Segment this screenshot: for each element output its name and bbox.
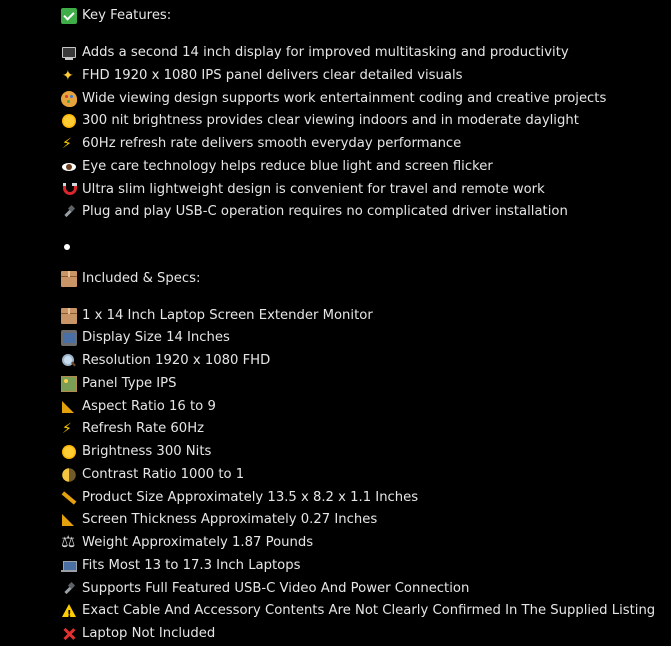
spec-item [61,488,418,508]
cross-mark-icon [61,626,77,642]
check-mark-icon [61,8,77,24]
spec-item-text: Aspect Ratio 16 to 9 [82,399,216,414]
feature-item-text: Eye care technology helps reduce blue light and screen flicker [82,159,493,174]
framed-picture-icon [61,376,77,392]
warning-icon [61,603,77,619]
sparkles-icon [61,68,77,84]
feature-item-text: 300 nit brightness provides clear viewing indoors and in moderate daylight [82,113,579,128]
spec-item [61,510,377,530]
spec-item-text: Display Size 14 Inches [82,330,230,345]
spec-item-text: Supports Full Featured USB-C Video And Power Connection [82,581,470,596]
magnifier-icon [61,353,77,369]
television-icon [61,330,77,346]
desktop-icon [61,45,77,61]
triangle-ruler-icon [61,399,77,415]
feature-item-text: Ultra slim lightweight design is convenient for travel and remote work [82,182,545,197]
palette-icon [61,91,77,107]
spec-item [61,306,373,326]
straight-ruler-icon [61,490,77,506]
spec-item [61,328,230,348]
spec-item [61,533,313,553]
magnet-icon [61,182,77,198]
feature-item [61,180,545,200]
plug-icon [61,581,77,597]
triangle-ruler-icon [61,512,77,528]
spec-item-text: Contrast Ratio 1000 to 1 [82,467,245,482]
lightning-icon [61,136,77,152]
sun-icon [63,446,74,457]
feature-item-text: FHD 1920 x 1080 IPS panel delivers clear detailed visuals [82,68,463,83]
feature-item [61,157,493,177]
balance-scale-icon [61,535,77,551]
spec-item-text: 1 x 14 Inch Laptop Screen Extender Monitor [82,308,373,323]
spec-item-text: Fits Most 13 to 17.3 Inch Laptops [82,558,301,573]
feature-item [61,134,461,154]
eye-icon [61,159,77,175]
included-specs-heading-text: Included & Specs: [82,271,201,286]
feature-item [61,111,579,131]
spec-item-text: Weight Approximately 1.87 Pounds [82,535,314,550]
feature-item-text: 60Hz refresh rate delivers smooth everyday performance [82,136,462,151]
plug-icon [61,204,77,220]
key-features-heading-text: Key Features: [82,8,172,23]
spec-item-text: Laptop Not Included [82,626,216,641]
sun-icon [63,115,74,126]
feature-item-text: Plug and play USB-C operation requires no complicated driver installation [82,204,568,219]
included-specs-heading [61,269,200,289]
spec-item-text: Screen Thickness Approximately 0.27 Inches [82,512,378,527]
spec-item [61,601,655,621]
key-features-heading [61,6,171,26]
feature-item [61,202,568,222]
spec-item-text: Refresh Rate 60Hz [82,421,205,436]
feature-item [61,89,606,109]
spec-item-text: Exact Cable And Accessory Contents Are Not Clearly Confirmed In The Supplied Listing [82,603,656,618]
package-icon [61,271,77,287]
empty-bullet [64,244,70,250]
spec-item-text: Brightness 300 Nits [82,444,212,459]
spec-item [61,419,204,439]
spec-item-text: Panel Type IPS [82,376,177,391]
feature-item-text: Wide viewing design supports work entertainment coding and creative projects [82,91,607,106]
spec-item-text: Product Size Approximately 13.5 x 8.2 x 1.1 Inches [82,490,419,505]
spec-item [61,624,215,644]
spec-item [61,397,216,417]
laptop-icon [61,558,77,574]
spec-item-text: Resolution 1920 x 1080 FHD [82,353,271,368]
feature-item [61,66,463,86]
spec-item [61,442,211,462]
spec-item [61,465,244,485]
spec-item [61,351,270,371]
spec-item [61,374,176,394]
spec-item [61,579,469,599]
lightning-icon [61,421,77,437]
feature-item-text: Adds a second 14 inch display for improved multitasking and productivity [82,45,569,60]
feature-item [61,43,569,63]
package-icon [61,308,77,324]
half-moon-icon [62,468,76,482]
spec-item [61,556,301,576]
